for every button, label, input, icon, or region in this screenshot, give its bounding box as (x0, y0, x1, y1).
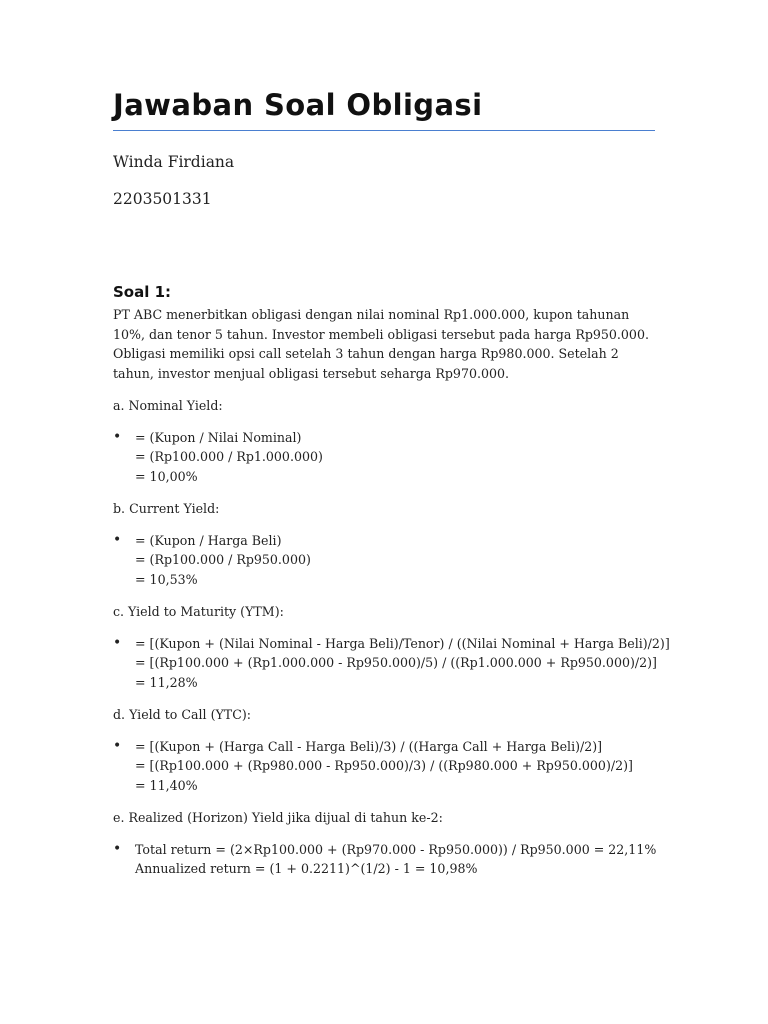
answer-line: = (Rp100.000 / Rp1.000.000) (135, 449, 323, 464)
bullet-icon: • (113, 634, 122, 651)
part-c-answer (113, 634, 670, 693)
answer-line: = [(Rp100.000 + (Rp1.000.000 - Rp950.000)/5) / ((Rp1.000.000 + Rp950.000)/2)] (135, 655, 657, 670)
author-name: Winda Firdiana (113, 153, 235, 171)
bullet-icon: • (113, 428, 122, 445)
part-a-label: a. Nominal Yield: (113, 398, 223, 413)
answer-line: = [(Kupon + (Harga Call - Harga Beli)/3) / ((Harga Call + Harga Beli)/2)] (135, 738, 603, 754)
author-id: 2203501331 (113, 190, 212, 208)
part-a-answer (113, 428, 658, 487)
answer-line: Total return = (2×Rp100.000 + (Rp970.000 - Rp950.000)) / Rp950.000 = 22,11% (135, 841, 657, 857)
part-c-label: c. Yield to Maturity (YTM): (113, 604, 284, 619)
part-d-label: d. Yield to Call (YTC): (113, 707, 252, 722)
question-section (113, 283, 670, 892)
answer-line: = [(Kupon + (Nilai Nominal - Harga Beli)/Tenor) / ((Nilai Nominal + Harga Beli)/2)] (135, 635, 670, 651)
answer-line: = (Kupon / Harga Beli) (135, 532, 282, 548)
answer-line: = 10,53% (135, 571, 198, 587)
answer-line: = [(Rp100.000 + (Rp980.000 - Rp950.000)/3) / ((Rp980.000 + Rp950.000)/2)] (135, 758, 633, 773)
part-b-answer (113, 531, 658, 590)
answer-line: = 10,00% (135, 468, 198, 484)
answer-line: = (Rp100.000 / Rp950.000) (135, 552, 311, 567)
question-heading: Soal 1: (113, 283, 172, 301)
bullet-icon: • (113, 840, 122, 857)
answer-line: = (Kupon / Nilai Nominal) (135, 429, 302, 445)
answer-line: = 11,28% (135, 674, 198, 690)
document-title: Jawaban Soal Obligasi (113, 88, 483, 122)
bullet-icon: • (113, 531, 122, 548)
title-underline (113, 130, 655, 131)
bullet-icon: • (113, 737, 122, 754)
answer-line: = 11,40% (135, 777, 198, 793)
part-e-answer (113, 840, 658, 879)
answer-line: Annualized return = (1 + 0.2211)^(1/2) - 1 = 10,98% (135, 861, 478, 876)
part-b-label: b. Current Yield: (113, 501, 220, 516)
part-e-label: e. Realized (Horizon) Yield jika dijual di tahun ke-2: (113, 810, 443, 825)
question-body: PT ABC menerbitkan obligasi dengan nilai nominal Rp1.000.000, kupon tahunan 10%, dan tenor 5 tahun. Investor membeli obligasi tersebut pada harga Rp950.000. Obligasi memiliki opsi call setelah 3 tahun dengan harga Rp980.000. Setelah 2 tahun, investor menjual obligasi tersebut seharga Rp970.000. (113, 307, 649, 381)
part-d-answer (113, 737, 658, 796)
